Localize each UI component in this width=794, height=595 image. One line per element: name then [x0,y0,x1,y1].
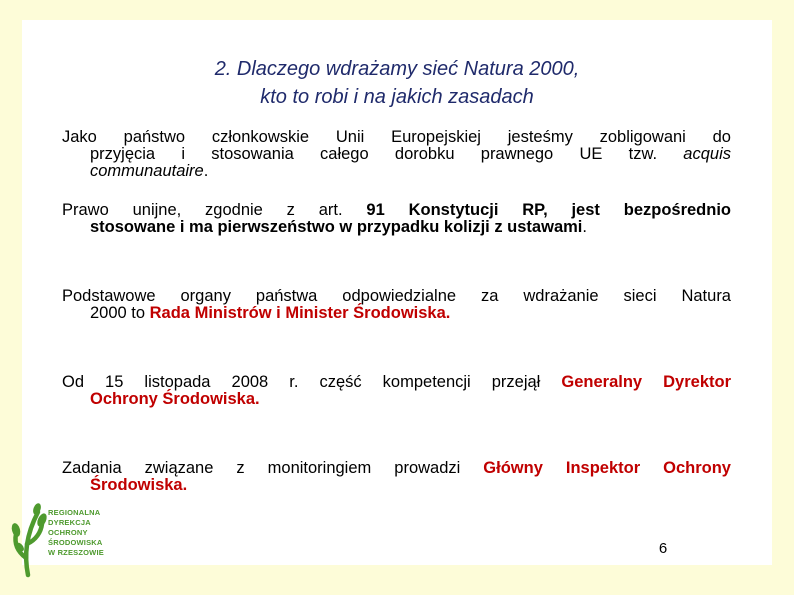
bold-text: stosowane i ma pierwszeństwo w przypadku kolizji z ustawami [90,218,583,236]
bold-text: 91 Konstytucji RP, jest bezpośrednio [366,201,731,219]
paragraph-line [62,477,731,494]
text: Zadania związane z monitoringiem prowadzi [62,459,484,477]
text: . [582,218,587,236]
page-number: 6 [658,540,668,557]
logo-line: DYREKCJA [48,518,91,527]
paragraph-monitoring [62,460,731,494]
logo-line: OCHRONY [48,528,88,537]
highlighted-text: Rada Ministrów i Minister Środowiska. [149,304,451,322]
paragraph-line [62,202,731,219]
paragraph-membership [62,129,731,180]
paragraph-line [62,305,731,322]
text: Prawo unijne, zgodnie z art. [62,201,367,219]
highlighted-text: Główny Inspektor Ochrony [483,459,731,477]
paragraph-line [62,219,731,236]
paragraph-line [62,146,731,163]
paragraph-line: Jako państwo członkowskie Unii Europejskiej jesteśmy zobligowani do [62,128,731,146]
paragraph-line: Podstawowe organy państwa odpowiedzialne za wdrażanie sieci Natura [62,287,731,305]
paragraph-eu-law [62,202,731,236]
paragraph-line [62,163,731,180]
paragraph-state-organs [62,288,731,322]
logo-line: REGIONALNA [48,508,101,517]
text: przyjęcia i stosowania całego dorobku prawnego UE tzw. [90,145,684,163]
logo-line: ŚRODOWISKA [48,538,103,547]
text: . [203,162,209,180]
slide-title-line-2: kto to robi i na jakich zasadach [260,86,534,108]
highlighted-text: Generalny Dyrektor [561,373,731,391]
highlighted-text: Ochrony Środowiska. [90,390,260,408]
text: Od 15 listopada 2008 r. część kompetencji przejął [62,373,562,391]
logo-text [48,508,104,558]
paragraph-line [62,374,731,391]
paragraph-line [62,460,731,477]
paragraph-line [62,391,731,408]
logo-line: W RZESZOWIE [48,548,104,557]
highlighted-text: Środowiska. [90,476,188,494]
paragraph-gdos [62,374,731,408]
italic-term: acquis [683,145,731,163]
text: 2000 to [90,304,150,322]
italic-term: communautaire [90,162,204,180]
slide-title-line-1: 2. Dlaczego wdrażamy sieć Natura 2000, [214,58,580,80]
